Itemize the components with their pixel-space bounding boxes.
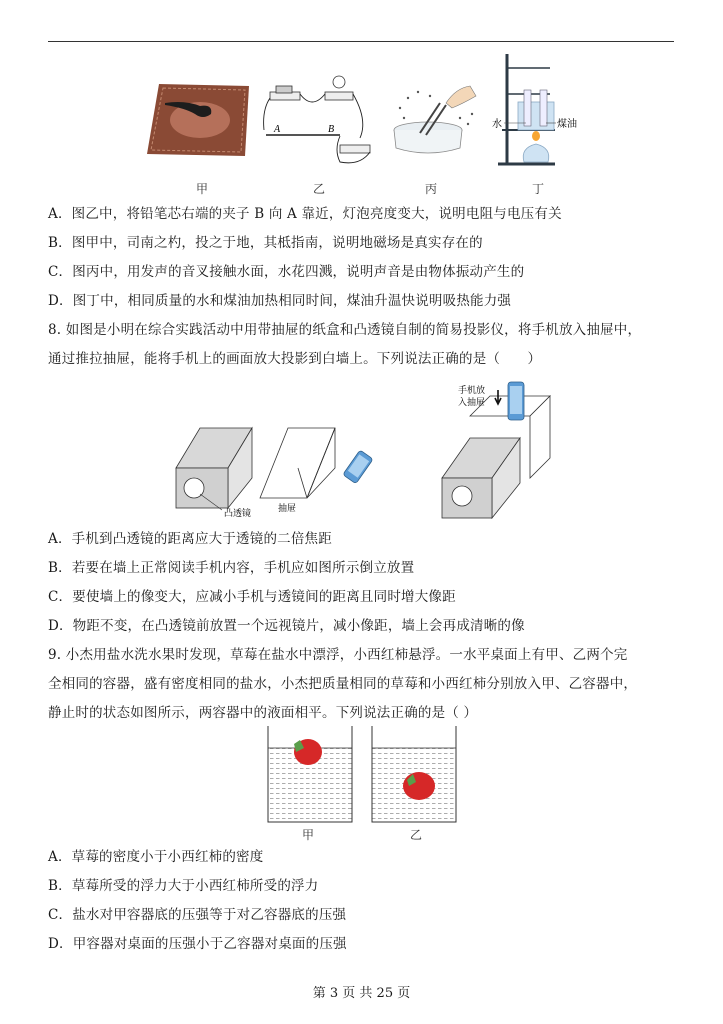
svg-text:水: 水 <box>492 119 502 130</box>
svg-text:入抽屉: 入抽屉 <box>458 398 486 408</box>
q9-stem-line3: 静止时的状态如图所示，两容器中的液面相平。下列说法正确的是（ ） <box>48 705 478 721</box>
header-rule <box>48 41 674 42</box>
q9-option-d: D．甲容器对桌面的压强小于乙容器对桌面的压强 <box>48 936 347 952</box>
caption-jia: 甲 <box>196 182 209 196</box>
svg-text:B: B <box>328 124 335 135</box>
q9-stem-line1: 9. 小杰用盐水洗水果时发现，草莓在盐水中漂浮，小西红柿悬浮。一水平桌面上有甲、乙两个完 <box>48 647 628 663</box>
q9-stem-line2: 全相同的容器，盛有密度相同的盐水，小杰把质量相同的草莓和小西红柿分别放入甲、乙容器中， <box>48 676 638 692</box>
q8-option-b: B．若要在墙上正常阅读手机内容，手机应如图所示倒立放置 <box>48 560 415 576</box>
compass-figure <box>145 78 253 158</box>
q9-option-b: B．草莓所受的浮力大于小西红柿所受的浮力 <box>48 878 319 894</box>
q7-option-d: D．图丁中，相同质量的水和煤油加热相同时间，煤油升温快说明吸热能力强 <box>48 293 512 309</box>
q8-option-a: A．手机到凸透镜的距离应大于透镜的二倍焦距 <box>48 531 332 547</box>
q9-caption-jia: 甲 <box>302 828 315 842</box>
svg-text:抽屉: 抽屉 <box>278 504 297 514</box>
caption-ding: 丁 <box>532 182 545 196</box>
svg-text:手机放: 手机放 <box>458 386 486 396</box>
caption-bing: 丙 <box>425 182 438 196</box>
q9-option-c: C．盐水对甲容器底的压强等于对乙容器底的压强 <box>48 907 347 923</box>
heating-apparatus-figure <box>490 52 590 172</box>
q7-option-b: B．图甲中，司南之杓，投之于地，其柢指南，说明地磁场是真实存在的 <box>48 235 483 251</box>
containers-figure <box>264 726 464 826</box>
projector-figure <box>170 378 560 520</box>
q8-option-d: D．物距不变，在凸透镜前放置一个远视镜片，减小像距，墙上会再成清晰的像 <box>48 618 525 634</box>
q9-option-a: A．草莓的密度小于小西红柿的密度 <box>48 849 264 865</box>
svg-text:A: A <box>274 124 281 135</box>
q8-option-c: C．要使墙上的像变大，应减小手机与透镜间的距离且同时增大像距 <box>48 589 456 605</box>
q9-caption-yi: 乙 <box>410 828 423 842</box>
tuning-fork-figure <box>390 78 480 158</box>
q7-option-c: C．图丙中，用发声的音叉接触水面，水花四溅，说明声音是由物体振动产生的 <box>48 264 525 280</box>
q8-stem-line2: 通过推拉抽屉，能将手机上的画面放大投影到白墙上。下列说法正确的是（ ） <box>48 351 542 367</box>
circuit-figure <box>260 70 380 170</box>
svg-text:煤油: 煤油 <box>557 119 577 130</box>
caption-yi: 乙 <box>313 182 326 196</box>
svg-text:凸透镜: 凸透镜 <box>224 509 252 519</box>
q8-stem-line1: 8. 如图是小明在综合实践活动中用带抽屉的纸盒和凸透镜自制的简易投影仪，将手机放入抽屉中， <box>48 322 642 338</box>
q7-option-a: A．图乙中，将铅笔芯右端的夹子 B 向 A 靠近，灯泡亮度变大，说明电阻与电压有关 <box>48 206 562 222</box>
page-footer: 第 3 页 共 25 页 <box>312 986 411 1001</box>
